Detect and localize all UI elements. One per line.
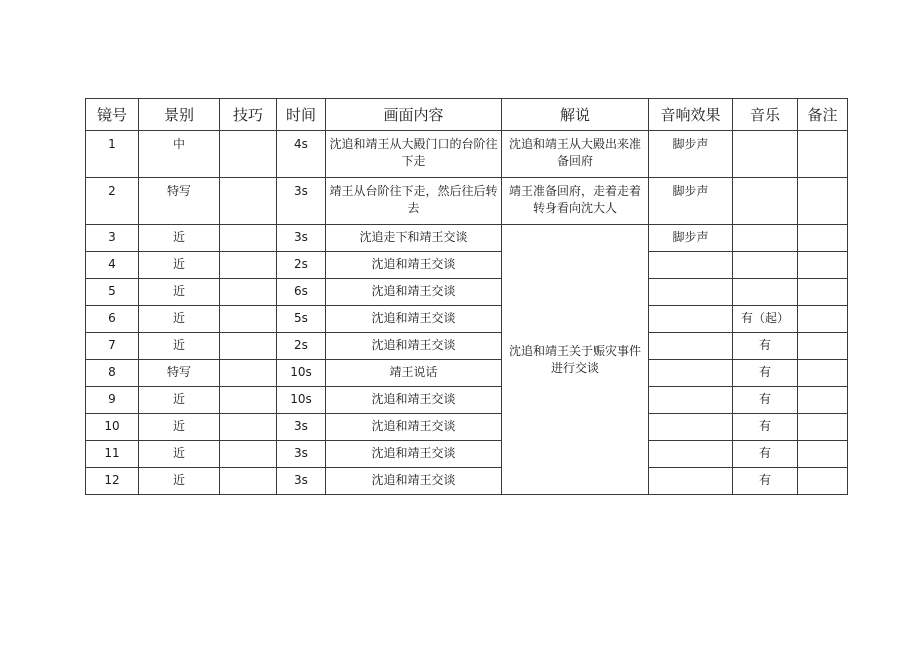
cell-sound: 脚步声 — [649, 131, 733, 178]
cell-note — [798, 178, 848, 225]
cell-sound — [649, 333, 733, 360]
cell-note — [798, 225, 848, 252]
cell-shot-size: 中 — [139, 131, 220, 178]
cell-sound — [649, 387, 733, 414]
cell-narration: 沈追和靖王从大殿出来准备回府 — [502, 131, 649, 178]
cell-music: 有 — [733, 414, 798, 441]
table-row — [86, 252, 848, 279]
cell-shot-size: 近 — [139, 306, 220, 333]
cell-shot-size: 近 — [139, 414, 220, 441]
cell-sound — [649, 414, 733, 441]
cell-shot-number: 4 — [86, 252, 139, 279]
cell-narration: 靖王准备回府，走着走着转身看向沈大人 — [502, 178, 649, 225]
cell-content: 沈追和靖王交谈 — [326, 387, 502, 414]
table-row — [86, 414, 848, 441]
cell-shot-number: 9 — [86, 387, 139, 414]
col-header-narration: 解说 — [502, 99, 649, 131]
cell-shot-number: 8 — [86, 360, 139, 387]
cell-sound: 脚步声 — [649, 178, 733, 225]
cell-shot-size: 近 — [139, 225, 220, 252]
cell-technique — [220, 360, 277, 387]
cell-technique — [220, 306, 277, 333]
cell-content: 靖王从台阶往下走，然后往后转去 — [326, 178, 502, 225]
cell-shot-number: 10 — [86, 414, 139, 441]
storyboard-table — [85, 98, 848, 495]
cell-sound — [649, 468, 733, 495]
cell-narration-merged: 沈追和靖王关于赈灾事件进行交谈 — [502, 225, 649, 495]
cell-shot-size: 特写 — [139, 360, 220, 387]
table-row — [86, 360, 848, 387]
cell-note — [798, 441, 848, 468]
cell-technique — [220, 279, 277, 306]
col-header-technique: 技巧 — [220, 99, 277, 131]
col-header-music: 音乐 — [733, 99, 798, 131]
cell-technique — [220, 387, 277, 414]
cell-music: 有 — [733, 387, 798, 414]
cell-shot-size: 近 — [139, 387, 220, 414]
cell-content: 沈追和靖王交谈 — [326, 252, 502, 279]
cell-content: 沈追和靖王交谈 — [326, 441, 502, 468]
cell-time: 3s — [277, 441, 326, 468]
cell-note — [798, 306, 848, 333]
cell-shot-number: 12 — [86, 468, 139, 495]
table-row — [86, 468, 848, 495]
cell-technique — [220, 414, 277, 441]
cell-shot-number: 2 — [86, 178, 139, 225]
col-header-note: 备注 — [798, 99, 848, 131]
cell-technique — [220, 131, 277, 178]
cell-technique — [220, 225, 277, 252]
col-header-time: 时间 — [277, 99, 326, 131]
cell-time: 10s — [277, 360, 326, 387]
cell-note — [798, 131, 848, 178]
cell-note — [798, 360, 848, 387]
cell-music — [733, 178, 798, 225]
table-row — [86, 387, 848, 414]
col-header-shot-size: 景别 — [139, 99, 220, 131]
cell-shot-number: 3 — [86, 225, 139, 252]
cell-note — [798, 333, 848, 360]
table-row — [86, 178, 848, 225]
cell-time: 2s — [277, 333, 326, 360]
cell-content: 沈追和靖王交谈 — [326, 414, 502, 441]
cell-sound — [649, 252, 733, 279]
cell-technique — [220, 252, 277, 279]
cell-technique — [220, 333, 277, 360]
cell-shot-number: 11 — [86, 441, 139, 468]
table-row — [86, 225, 848, 252]
cell-shot-number: 7 — [86, 333, 139, 360]
cell-shot-size: 近 — [139, 279, 220, 306]
cell-sound — [649, 306, 733, 333]
cell-time: 6s — [277, 279, 326, 306]
col-header-content: 画面内容 — [326, 99, 502, 131]
cell-content: 沈追和靖王交谈 — [326, 279, 502, 306]
header-row — [86, 99, 848, 131]
cell-music — [733, 279, 798, 306]
cell-note — [798, 414, 848, 441]
cell-shot-size: 近 — [139, 468, 220, 495]
cell-sound — [649, 441, 733, 468]
cell-music: 有 — [733, 468, 798, 495]
cell-shot-number: 1 — [86, 131, 139, 178]
cell-content: 沈追走下和靖王交谈 — [326, 225, 502, 252]
cell-shot-size: 特写 — [139, 178, 220, 225]
cell-sound — [649, 360, 733, 387]
cell-content: 沈追和靖王交谈 — [326, 306, 502, 333]
cell-technique — [220, 441, 277, 468]
col-header-sound: 音响效果 — [649, 99, 733, 131]
cell-shot-size: 近 — [139, 333, 220, 360]
col-header-shot-number: 镜号 — [86, 99, 139, 131]
cell-time: 10s — [277, 387, 326, 414]
cell-music: 有 — [733, 360, 798, 387]
cell-technique — [220, 178, 277, 225]
cell-sound: 脚步声 — [649, 225, 733, 252]
cell-time: 3s — [277, 414, 326, 441]
cell-shot-size: 近 — [139, 441, 220, 468]
cell-sound — [649, 279, 733, 306]
cell-note — [798, 252, 848, 279]
cell-time: 3s — [277, 468, 326, 495]
cell-content: 沈追和靖王从大殿门口的台阶往下走 — [326, 131, 502, 178]
cell-time: 5s — [277, 306, 326, 333]
cell-music: 有 — [733, 333, 798, 360]
cell-note — [798, 279, 848, 306]
cell-music — [733, 131, 798, 178]
cell-content: 沈追和靖王交谈 — [326, 333, 502, 360]
cell-time: 4s — [277, 131, 326, 178]
cell-content: 靖王说话 — [326, 360, 502, 387]
table-row — [86, 279, 848, 306]
cell-time: 3s — [277, 178, 326, 225]
cell-shot-number: 6 — [86, 306, 139, 333]
cell-music — [733, 252, 798, 279]
cell-music — [733, 225, 798, 252]
table-row — [86, 333, 848, 360]
cell-time: 3s — [277, 225, 326, 252]
cell-music: 有（起） — [733, 306, 798, 333]
cell-content: 沈追和靖王交谈 — [326, 468, 502, 495]
cell-note — [798, 468, 848, 495]
cell-time: 2s — [277, 252, 326, 279]
cell-music: 有 — [733, 441, 798, 468]
table-row — [86, 306, 848, 333]
cell-shot-number: 5 — [86, 279, 139, 306]
cell-shot-size: 近 — [139, 252, 220, 279]
table-row — [86, 441, 848, 468]
cell-technique — [220, 468, 277, 495]
table-row — [86, 131, 848, 178]
cell-note — [798, 387, 848, 414]
